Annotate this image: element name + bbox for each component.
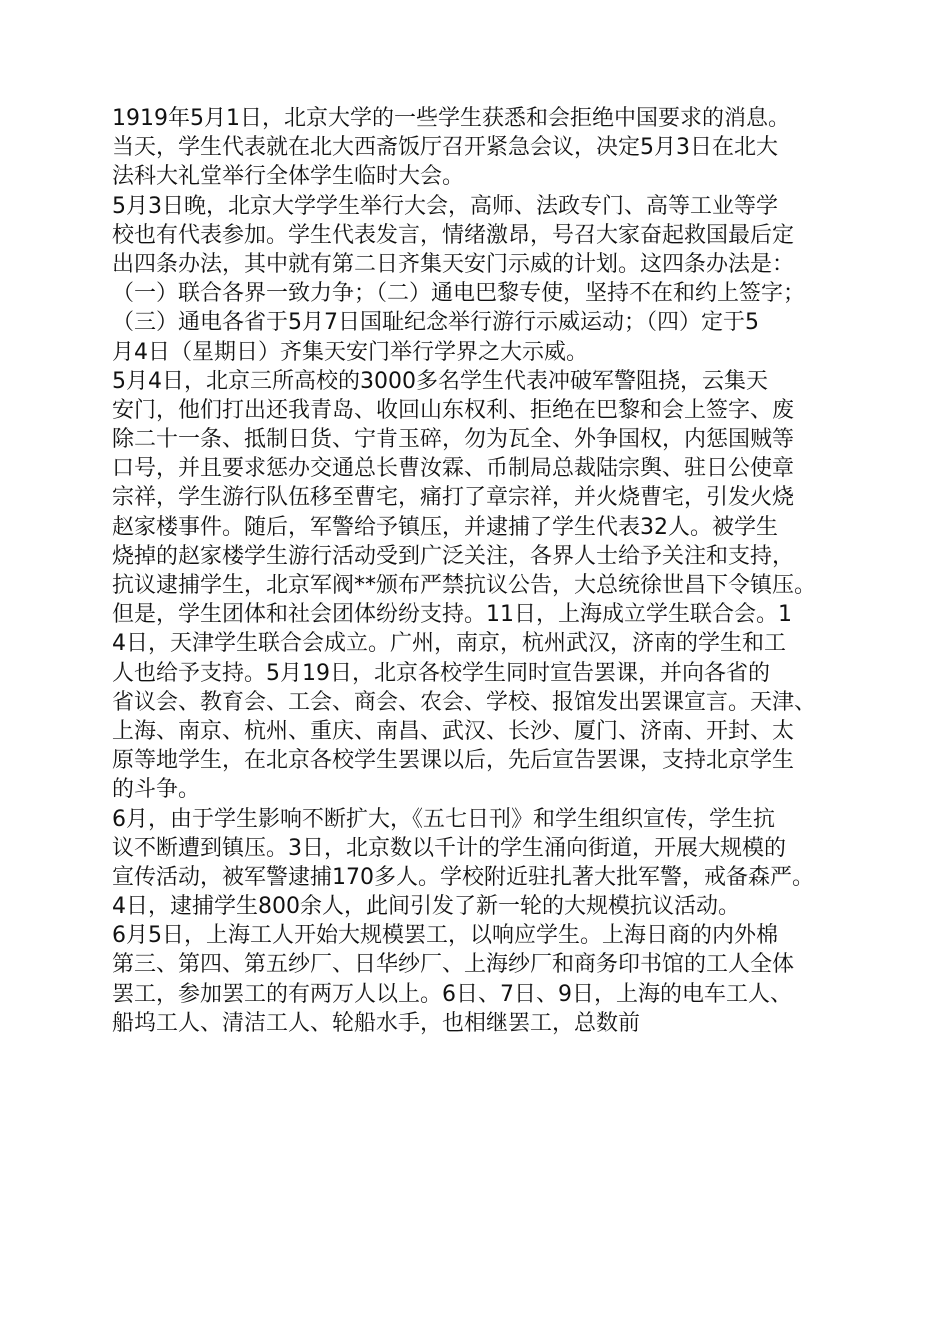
text-line: （一）联合各界一致力争；（二）通电巴黎专使，坚持不在和约上签字；: [112, 281, 806, 307]
text-line: 出四条办法，其中就有第二日齐集天安门示威的计划。这四条办法是：: [112, 251, 795, 277]
text-line: 4日，天津学生联合会成立。广州，南京，杭州武汉，济南的学生和工: [112, 631, 786, 657]
text-line: 宣传活动，被军警逮捕170多人。学校附近驻扎著大批军警，戒备森严。: [112, 864, 814, 890]
text-line: 原等地学生，在北京各校学生罢课以后，先后宣告罢课，支持北京学生: [112, 748, 795, 774]
text-line: 5月4日，北京三所高校的3000多名学生代表冲破军警阻挠，云集天: [112, 368, 768, 394]
text-line: 人也给予支持。5月19日，北京各校学生同时宣告罢课，并向各省的: [112, 660, 770, 686]
text-line: 月4日（星期日）齐集天安门举行学界之大示威。: [112, 339, 588, 365]
text-line: 1919年5月1日，北京大学的一些学生获悉和会拒绝中国要求的消息。: [112, 106, 790, 131]
text-line: 校也有代表参加。学生代表发言，情绪激昂，号召大家奋起救国最后定: [112, 222, 795, 248]
text-line: 除二十一条、抵制日货、宁肯玉碎，勿为瓦全、外争国权，内惩国贼等: [112, 427, 795, 453]
body-text: [112, 104, 852, 1038]
text-line: （三）通电各省于5月7日国耻纪念举行游行示威运动；（四）定于5: [112, 310, 759, 336]
text-line: 6月5日，上海工人开始大规模罢工，以响应学生。上海日商的内外棉: [112, 923, 778, 949]
text-line: 当天，学生代表就在北大西斋饭厅召开紧急会议，决定5月3日在北大: [112, 135, 778, 161]
text-line: 罢工，参加罢工的有两万人以上。6日、7日、9日，上海的电车工人、: [112, 981, 792, 1007]
text-line: 安门，他们打出还我青岛、收回山东权利、拒绝在巴黎和会上签字、废: [112, 397, 795, 423]
text-line: 赵家楼事件。随后，军警给予镇压，并逮捕了学生代表32人。被学生: [112, 514, 778, 540]
text-line: 但是，学生团体和社会团体纷纷支持。11日，上海成立学生联合会。1: [112, 602, 792, 628]
text-line: 口号，并且要求惩办交通总长曹汝霖、币制局总裁陆宗舆、驻日公使章: [112, 456, 795, 482]
text-line: 烧掉的赵家楼学生游行活动受到广泛关注，各界人士给予关注和支持，: [112, 543, 795, 569]
text-line: 4日，逮捕学生800余人，此间引发了新一轮的大规模抗议活动。: [112, 894, 740, 920]
text-line: 法科大礼堂举行全体学生临时大会。: [112, 164, 465, 190]
text-line: 抗议逮捕学生，北京军阀**颁布严禁抗议公告，大总统徐世昌下令镇压。: [112, 573, 817, 598]
text-line: 船坞工人、清洁工人、轮船水手，也相继罢工，总数前: [112, 1010, 641, 1036]
text-line: 5月3日晚，北京大学学生举行大会，高师、法政专门、高等工业等学: [112, 193, 778, 219]
text-line: 上海、南京、杭州、重庆、南昌、武汉、长沙、厦门、济南、开封、太: [112, 718, 795, 744]
text-line: 宗祥，学生游行队伍移至曹宅，痛打了章宗祥，并火烧曹宅，引发火烧: [112, 485, 795, 511]
text-line: 6月，由于学生影响不断扩大，《五七日刊》和学生组织宣传，学生抗: [112, 806, 775, 832]
text-line: 的斗争。: [112, 777, 201, 803]
text-line: 省议会、教育会、工会、商会、农会、学校、报馆发出罢课宣言。天津、: [112, 689, 817, 715]
text-line: 第三、第四、第五纱厂、日华纱厂、上海纱厂和商务印书馆的工人全体: [112, 952, 795, 978]
text-line: 议不断遭到镇压。3日，北京数以千计的学生涌向街道，开展大规模的: [112, 835, 786, 861]
